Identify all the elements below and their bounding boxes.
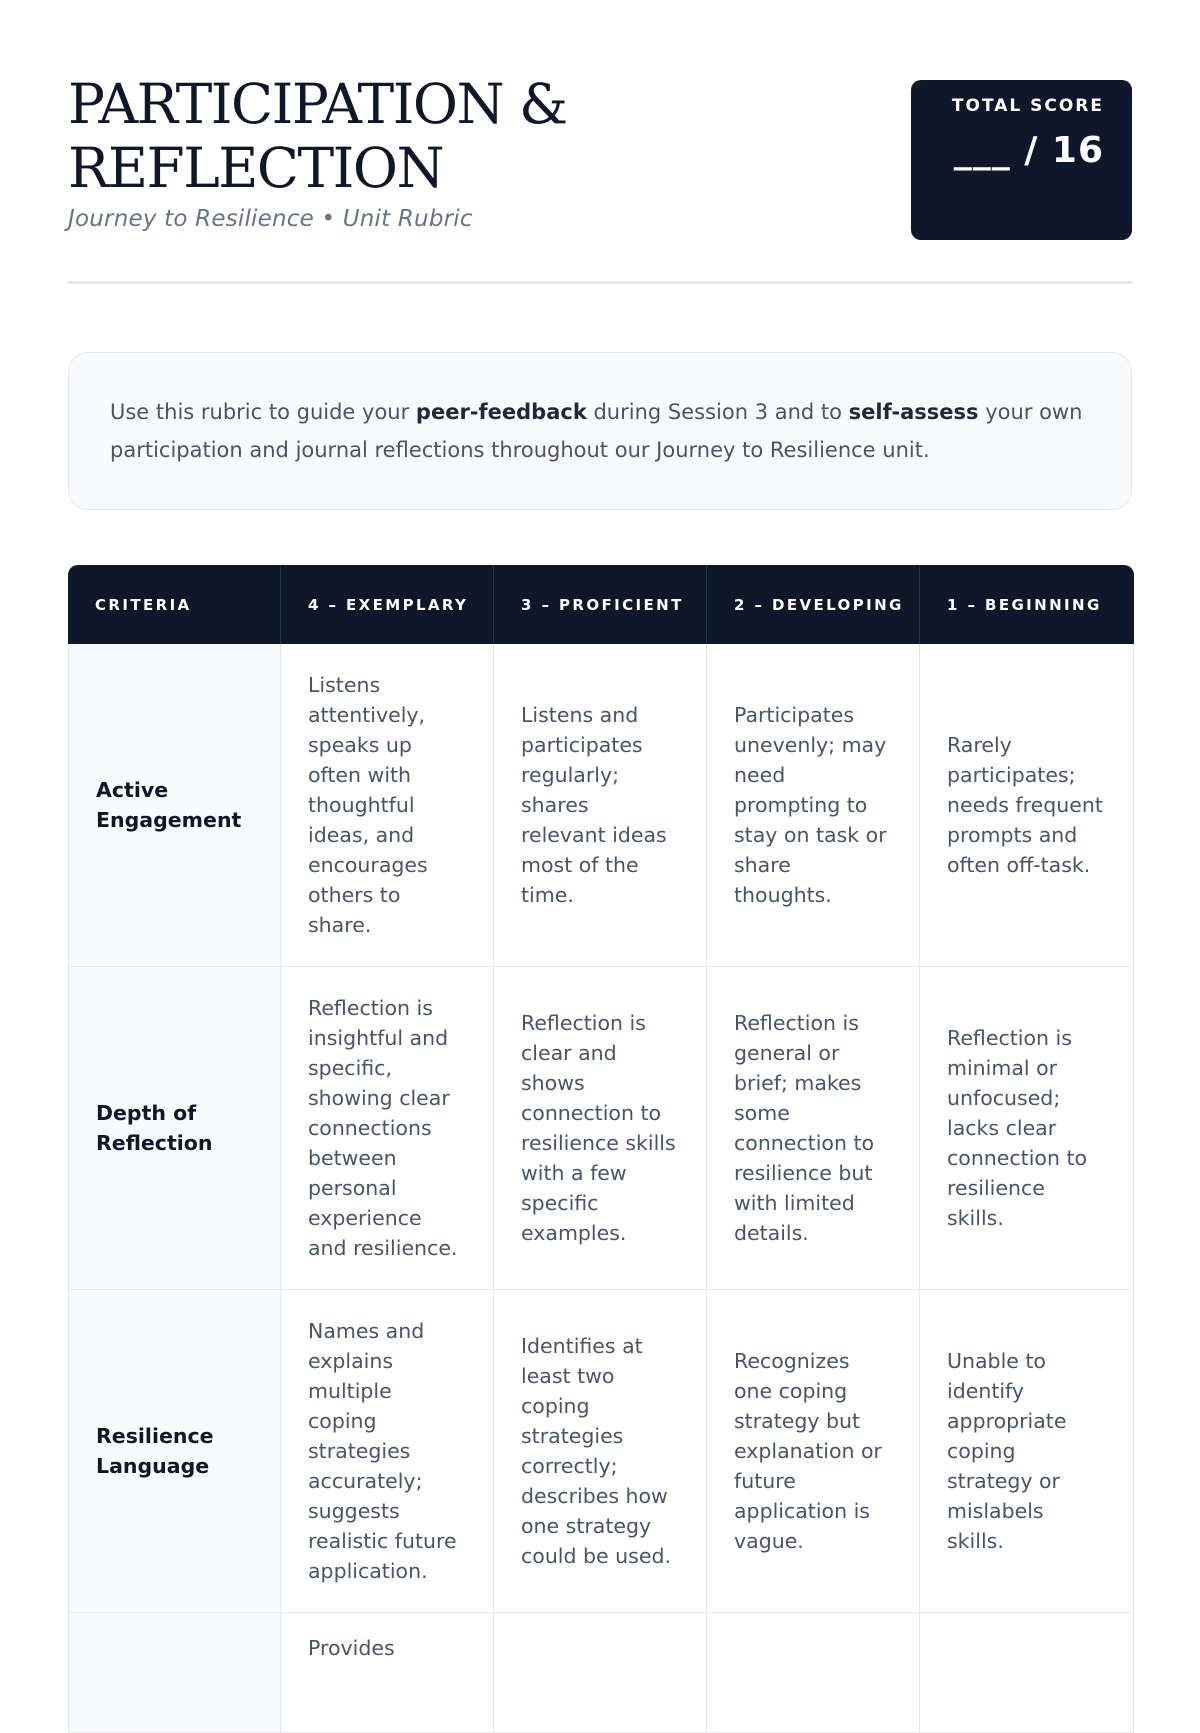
table-row xyxy=(68,1613,1134,1733)
criteria-cell: Depth of Reflection xyxy=(68,967,281,1290)
header-criteria: CRITERIA xyxy=(68,565,281,644)
table-row xyxy=(68,644,1134,967)
header-proficient: 3 – PROFICIENT xyxy=(494,565,707,644)
intro-peer-feedback: peer-feedback xyxy=(415,400,587,424)
page-header xyxy=(68,72,1132,284)
descriptor-cell: Identifies at least two coping strategies correctly; describes how one strategy could be used. xyxy=(494,1290,707,1613)
rubric-table xyxy=(68,565,1134,1733)
descriptor-cell: Listens and participates regularly; shares relevant ideas most of the time. xyxy=(494,644,707,967)
criteria-cell: Resilience Language xyxy=(68,1290,281,1613)
descriptor-cell: Reflection is insightful and specific, showing clear connections between personal experience and resilience. xyxy=(281,967,494,1290)
total-score-label: TOTAL SCORE xyxy=(951,96,1104,116)
intro-text-part1: Use this rubric to guide your xyxy=(110,400,416,424)
total-score-box xyxy=(911,80,1132,240)
intro-text-part3: your own participation and journal reflections throughout our Journey to Resilience unit. xyxy=(110,400,1083,462)
descriptor-cell: Provides xyxy=(281,1613,494,1733)
descriptor-cell: Unable to identify appropriate coping strategy or mislabels skills. xyxy=(920,1290,1134,1613)
header-exemplary: 4 – EXEMPLARY xyxy=(281,565,494,644)
page-subtitle: Journey to Resilience • Unit Rubric xyxy=(68,206,473,232)
header-beginning: 1 – BEGINNING xyxy=(920,565,1134,644)
descriptor-cell: Reflection is minimal or unfocused; lacks clear connection to resilience skills. xyxy=(920,967,1134,1290)
descriptor-cell xyxy=(707,1613,920,1733)
page-title: PARTICIPATION & REFLECTION xyxy=(68,72,567,200)
criteria-cell xyxy=(68,1613,281,1733)
intro-box xyxy=(68,352,1132,510)
header-developing: 2 – DEVELOPING xyxy=(707,565,920,644)
descriptor-cell: Participates unevenly; may need prompting to stay on task or share thoughts. xyxy=(707,644,920,967)
criteria-cell: Active Engagement xyxy=(68,644,281,967)
intro-text-part2: during Session 3 and to xyxy=(586,400,849,424)
descriptor-cell xyxy=(494,1613,707,1733)
descriptor-cell: Listens attentively, speaks up often with thoughtful ideas, and encourages others to share. xyxy=(281,644,494,967)
descriptor-cell: Reflection is general or brief; makes some connection to resilience but with limited details. xyxy=(707,967,920,1290)
descriptor-cell: Rarely participates; needs frequent prompts and often off-task. xyxy=(920,644,1134,967)
descriptor-cell: Names and explains multiple coping strategies accurately; suggests realistic future application. xyxy=(281,1290,494,1613)
total-score-value: ___ / 16 xyxy=(953,130,1104,171)
table-row xyxy=(68,967,1134,1290)
intro-text xyxy=(110,393,1091,469)
intro-self-assess: self-assess xyxy=(848,400,979,424)
rubric-header-row xyxy=(68,565,1134,644)
descriptor-cell xyxy=(920,1613,1134,1733)
descriptor-cell: Reflection is clear and shows connection to resilience skills with a few specific examples. xyxy=(494,967,707,1290)
table-row xyxy=(68,1290,1134,1613)
descriptor-cell: Recognizes one coping strategy but explanation or future application is vague. xyxy=(707,1290,920,1613)
